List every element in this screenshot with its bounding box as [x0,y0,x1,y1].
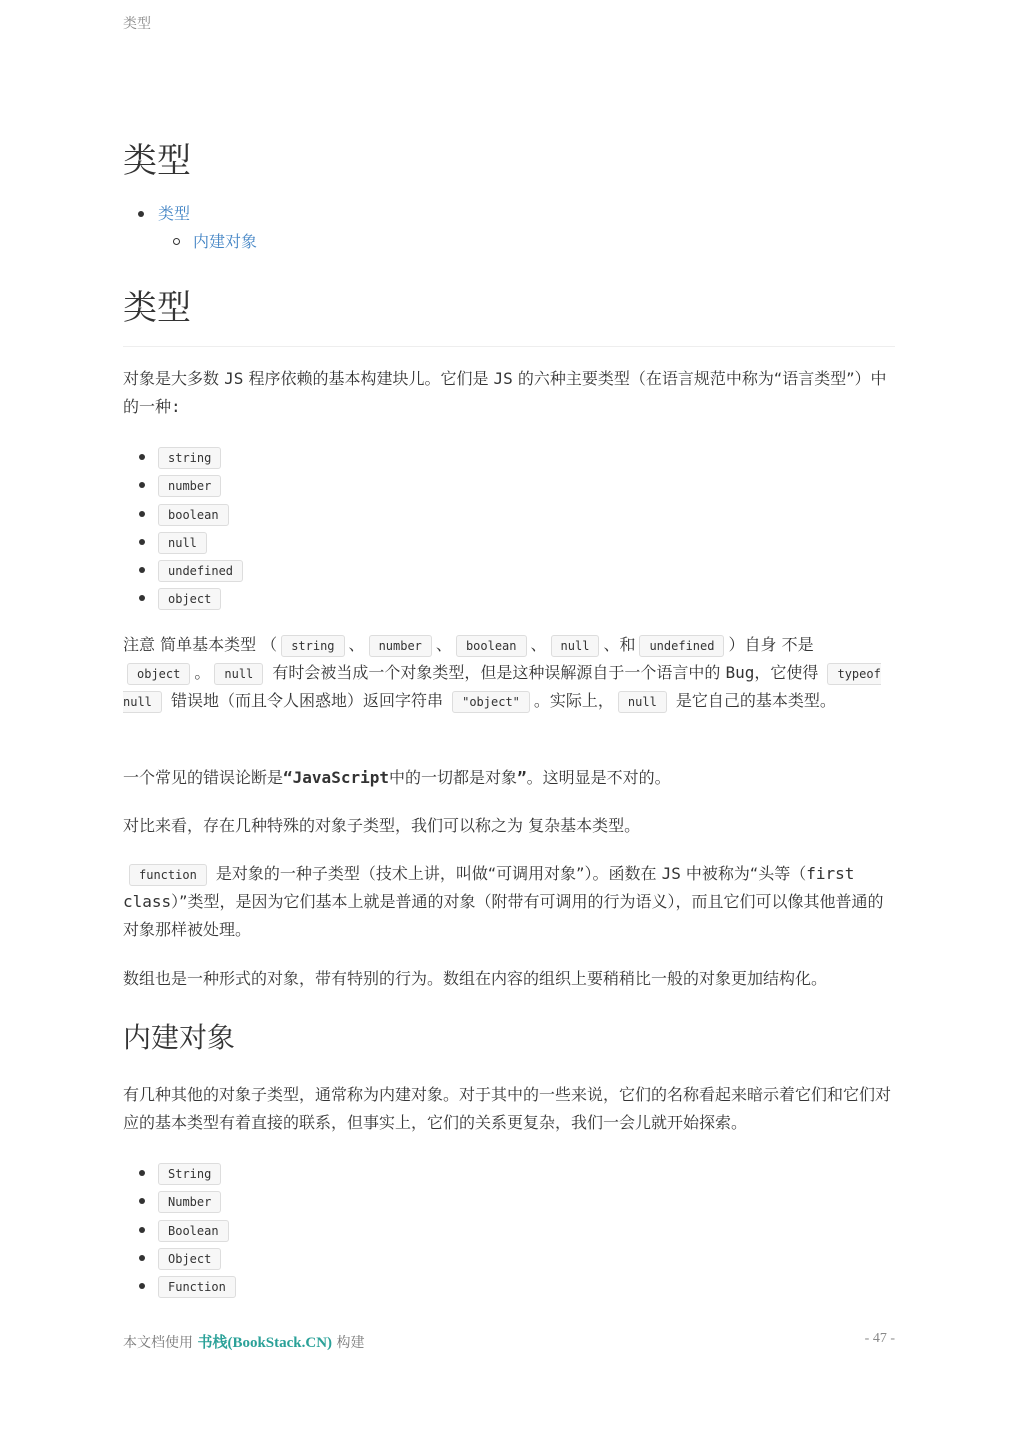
type-code: Boolean [158,1220,229,1242]
footer-credit: 本文档使用 书栈(BookStack.CN) 构建 [123,1335,365,1351]
subtypes-paragraph: 对比来看，存在几种特殊的对象子类型，我们可以称之为 复杂基本类型。 [123,816,641,835]
toc-link-builtin-objects[interactable]: 内建对象 [193,232,258,251]
list-item [123,556,243,584]
toc-subitem [123,228,257,256]
list-item [123,471,243,499]
page-title: 类型 [123,141,191,181]
builtin-types-list [123,1159,236,1300]
type-code: boolean [158,504,229,526]
list-item [123,1244,236,1272]
type-code: number [158,475,221,497]
intro-paragraph: 对象是大多数 JS 程序依赖的基本构建块儿。它们是 JS 的六种主要类型（在语言规范中称为“语言类型”）中的一种: [123,369,887,416]
list-item [123,584,243,612]
toc-link-types[interactable]: 类型 [158,204,191,223]
bookstack-link[interactable]: 书栈(BookStack.CN) [197,1335,333,1351]
list-item [123,528,243,556]
type-code: Object [158,1248,221,1270]
section-title: 类型 [123,288,895,347]
page-number: - 47 - [864,1331,895,1346]
function-paragraph: function 是对象的一种子类型（技术上讲，叫做“可调用对象”）。函数在 JS 中被称为“头等（first class）”类型，是因为它们基本上就是普通的对象（附带有可调用的行为语义），而且它们可以像其他普通的对象那样被处理。 [123,864,884,939]
misconception-paragraph: 一个常见的错误论断是“JavaScript中的一切都是对象”。这明显是不对的。 [123,768,671,787]
list-item [123,1272,236,1300]
list-item [123,1187,236,1215]
list-item [123,1216,236,1244]
list-item [123,1159,236,1187]
list-item [123,500,243,528]
type-code: null [158,532,207,554]
builtin-intro-paragraph: 有几种其他的对象子类型，通常称为内建对象。对于其中的一些来说，它们的名称看起来暗示着它们和它们对应的基本类型有着直接的联系，但事实上，它们的关系更复杂，我们一会儿就开始探索。 [123,1085,892,1132]
type-code: Function [158,1276,236,1298]
primitive-types-list [123,443,243,613]
arrays-paragraph: 数组也是一种形式的对象，带有特别的行为。数组在内容的组织上要稍稍比一般的对象更加结构化。 [123,969,828,988]
builtin-objects-heading: 内建对象 [123,1021,236,1054]
table-of-contents [123,200,257,256]
running-header: 类型 [123,16,151,32]
type-code: Number [158,1191,221,1213]
type-code: String [158,1163,221,1185]
type-code: object [158,588,221,610]
type-code: undefined [158,560,243,582]
note-paragraph: 注意 简单基本类型 （ string 、 number 、 boolean 、 null 、和 undefined ）自身 不是 object 。 null 有时会被当成一个对象类型，但是这种误解源自于一个语言中的 Bug，它使得 typeof null 错误地（而且令人困惑地）返回字符串 "object" 。实际上， null 是它自己的基本类型。 [123,631,895,715]
type-code: string [158,447,221,469]
list-item [123,443,243,471]
toc-item [123,200,257,228]
